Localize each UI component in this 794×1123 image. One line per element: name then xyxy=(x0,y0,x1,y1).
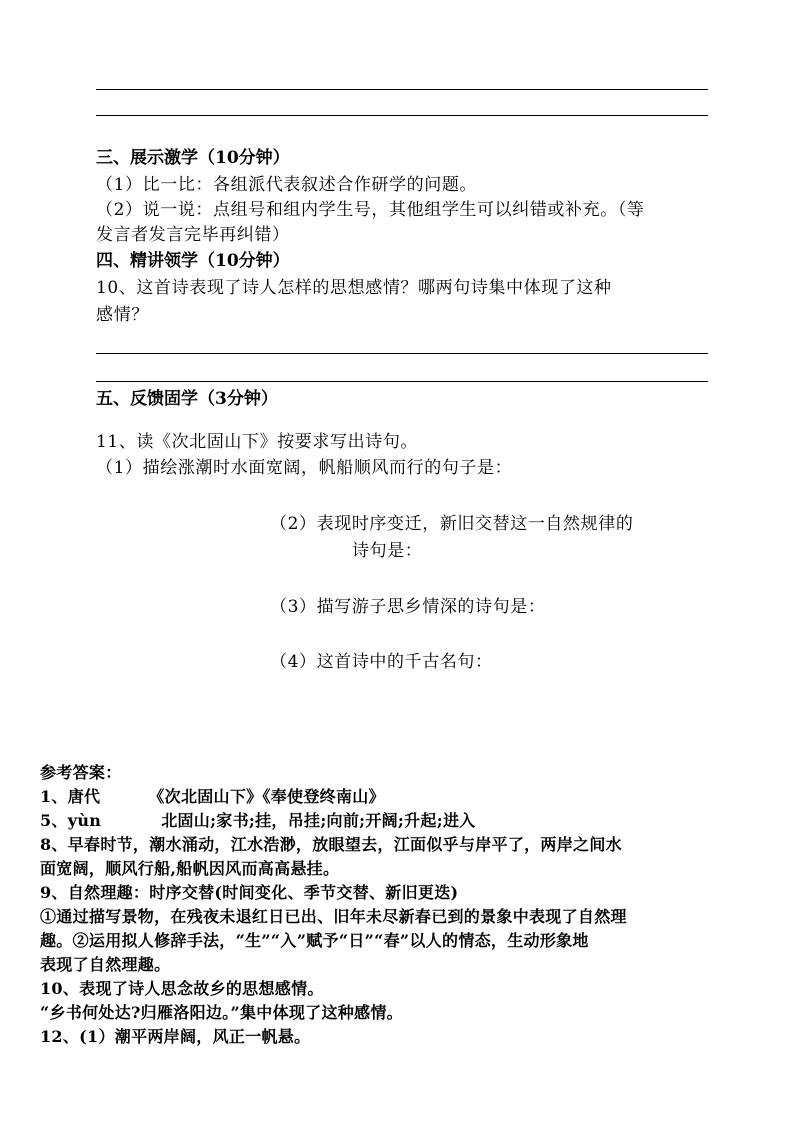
answer-line xyxy=(96,89,708,90)
answer-8: 8、早春时节，潮水涌动，江水浩渺，放眼望去，江面似乎与岸平了，两岸之间水 xyxy=(40,835,622,854)
answer-10-cont: “乡书何处达?归雁洛阳边。”集中体现了这种感情。 xyxy=(40,1003,403,1022)
answer-text: 《次北固山下》《奉使登终南山》 xyxy=(148,787,385,806)
answer-line xyxy=(96,115,708,116)
subquestion-3: （3）描写游子思乡情深的诗句是： xyxy=(270,597,546,617)
paragraph: （2）说一说：点组号和组内学生号，其他组学生可以纠错或补充。（等 xyxy=(96,200,645,220)
answer-line xyxy=(96,353,708,354)
question-10-cont: 感情？ xyxy=(96,305,149,325)
answer-9-cont: 表现了自然理趣。 xyxy=(40,955,171,974)
answer-number: 5、yùn xyxy=(40,811,102,830)
answer-number: 1、唐代 xyxy=(40,787,101,806)
subquestion-2-cont: 诗句是： xyxy=(352,541,423,561)
answer-line xyxy=(96,381,708,382)
answer-text: 北固山;家书;挂，吊挂;向前;开阔;升起;进入 xyxy=(161,811,476,830)
answer-1 xyxy=(40,785,385,808)
answer-10: 10、表现了诗人思念故乡的思想感情。 xyxy=(40,979,324,998)
answer-8-cont: 面宽阔，顺风行船,船帆因风而高高悬挂。 xyxy=(40,859,340,878)
subquestion-1: （1）描绘涨潮时水面宽阔，帆船顺风而行的句子是： xyxy=(96,458,513,478)
subquestion-4: （4）这首诗中的千古名句： xyxy=(270,652,493,672)
section-4-title: 四、精讲领学（10分钟） xyxy=(96,251,290,271)
subquestion-2: （2）表现时序变迁，新旧交替这一自然规律的 xyxy=(270,514,634,534)
paragraph: 发言者发言完毕再纠错） xyxy=(96,225,290,245)
answer-9-cont: 趣。②运用拟人修辞手法，“生”“入”赋予“日”“春”以人的情态，生动形象地 xyxy=(40,931,589,950)
answers-title: 参考答案： xyxy=(40,763,122,782)
section-3-title: 三、展示激学（10分钟） xyxy=(96,148,290,168)
answer-12: 12、(1）潮平两岸阔，风正一帆悬。 xyxy=(40,1027,311,1046)
answer-5 xyxy=(40,809,476,832)
answer-9: 9、自然理趣：时序交替(时间变化、季节交替、新旧更迭) xyxy=(40,883,459,902)
section-5-title: 五、反馈固学（3分钟） xyxy=(96,389,278,409)
answer-9-cont: ①通过描写景物，在残夜未退红日已出、旧年未尽新春已到的景象中表现了自然理 xyxy=(40,907,627,926)
question-10: 10、这首诗表现了诗人怎样的思想感情？哪两句诗集中体现了这种 xyxy=(96,278,612,298)
paragraph: （1）比一比：各组派代表叙述合作研学的问题。 xyxy=(96,175,478,195)
question-11: 11、读《次北固山下》按要求写出诗句。 xyxy=(96,432,419,452)
